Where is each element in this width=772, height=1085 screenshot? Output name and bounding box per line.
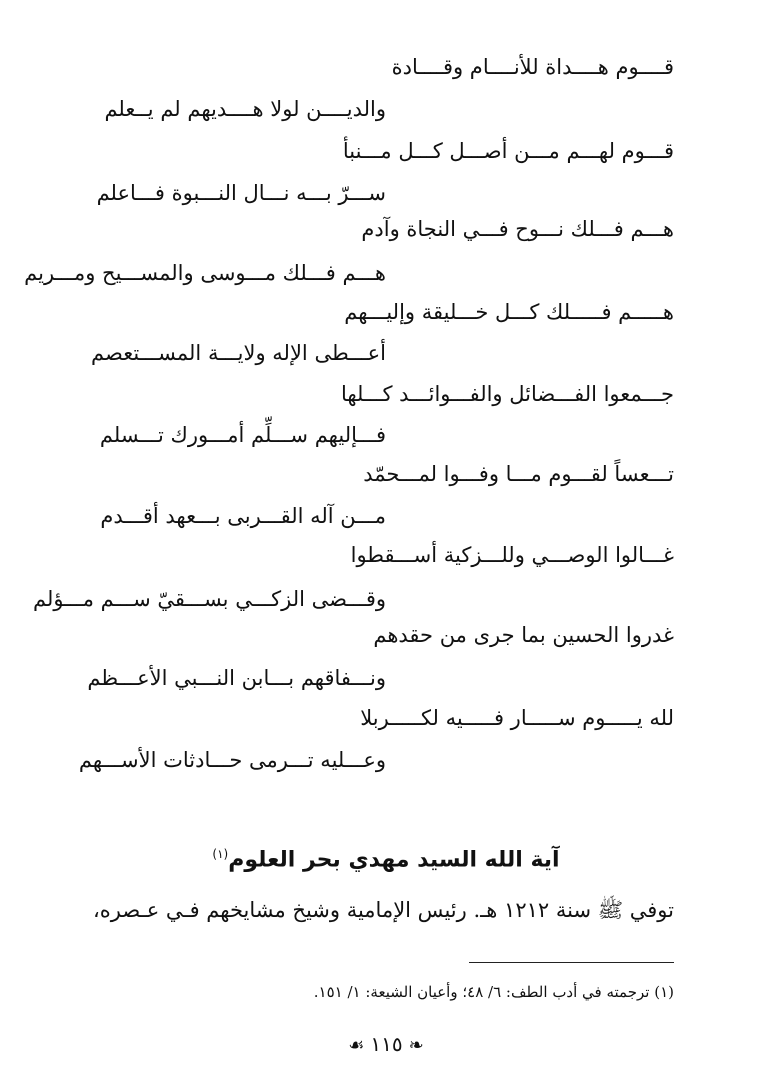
heading-title: آية الله السيد مهدي بحر العلوم [228,847,560,873]
verse-1-second-hemistich: والديــــن لولا هــــديهم لم يــعلم [104,97,386,121]
footnote-separator [469,962,674,963]
footnote: (١) ترجمته في أدب الطف: ٦/ ٤٨؛ وأعيان الشيعة: ١/ ١٥١. [313,983,674,1001]
page-number: ١١٥ [370,1032,403,1056]
verse-6-second-hemistich: مـــن آله القـــربى بـــعهد أقـــدم [100,504,386,528]
heading-footnote-marker: (١) [212,847,229,861]
ornament-right-icon: ❧ [408,1035,424,1056]
verse-3-second-hemistich: هـــم فـــلك مـــوسى والمســـيح ومـــريم [24,261,386,285]
verse-3-first-hemistich: هـــم فـــلك نـــوح فـــي النجاة وآدم [361,217,674,241]
verse-7-second-hemistich: وقـــضى الزكـــي بســـقيّ ســـم مـــؤلم [33,587,386,611]
page-number-block [0,1030,772,1060]
verse-8-second-hemistich: ونـــفاقهم بـــابن النـــبي الأعـــظم [87,666,386,690]
verse-1-first-hemistich: قــــوم هــــداة للأنــــام وقــــادة [391,55,674,79]
biography-line: توفي ﷺ سنة ١٢١٢ هـ. رئيس الإمامية وشيخ مشايخهم فـي عـصره، [92,898,674,922]
verse-5-second-hemistich: فـــإليهم ســـلِّم أمـــورك تـــسلم [99,423,386,447]
ornament-left-icon: ☙ [348,1035,365,1056]
verse-8-first-hemistich: غدروا الحسين بما جرى من حقدهم [373,623,674,647]
verse-2-first-hemistich: قـــوم لهـــم مـــن أصـــل كـــل مـــنبأ [342,139,674,163]
verse-4-first-hemistich: هـــــم فـــــلك كـــل خـــليقة وإليـــهم [344,300,674,324]
verse-9-first-hemistich: لله يـــــوم ســـــار فـــــيه لكـــــربلا [360,706,674,730]
verse-9-second-hemistich: وعـــليه تـــرمى حـــادثات الأســـهم [78,748,386,772]
verse-5-first-hemistich: جـــمعوا الفـــضائل والفـــوائـــد كـــلها [340,382,674,406]
verse-7-first-hemistich: غـــالوا الوصـــي وللـــزكية أســـقطوا [350,543,674,567]
verse-6-first-hemistich: تـــعساً لقـــوم مـــا وفـــوا لمـــحمّد [363,462,674,486]
verse-2-second-hemistich: ســـرّ بـــه نـــال النـــبوة فـــاعلم [96,181,386,205]
section-heading [0,838,772,876]
verse-4-second-hemistich: أعـــطى الإله ولايـــة المســـتعصم [91,341,386,365]
